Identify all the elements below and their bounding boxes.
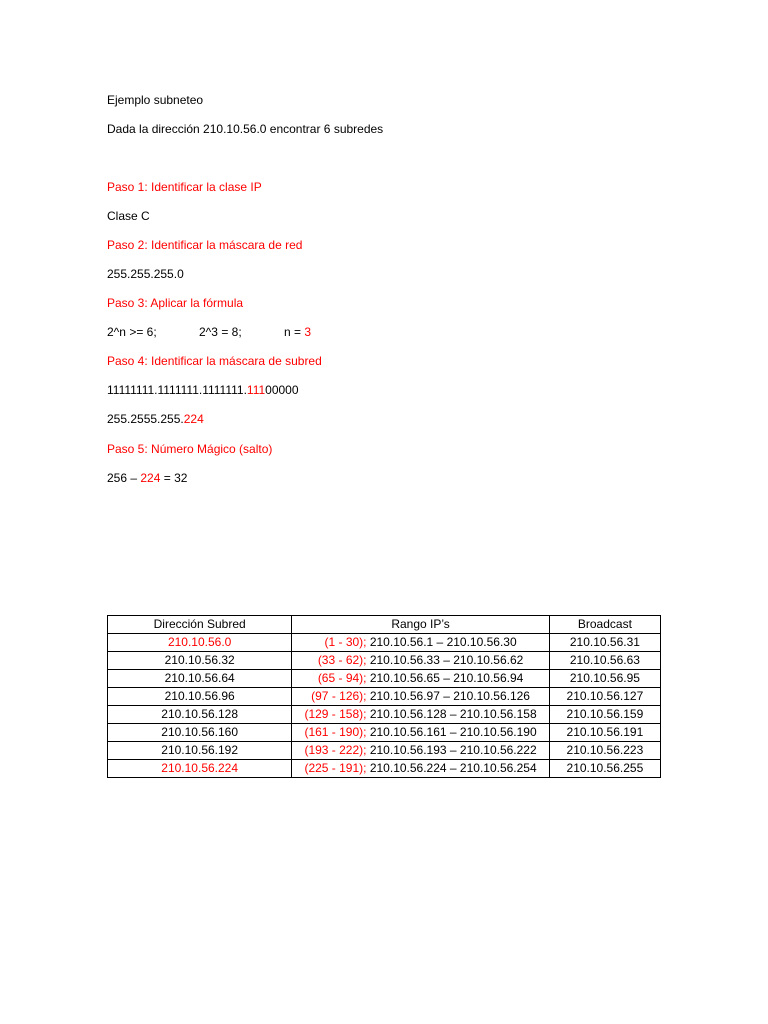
cell-subnet: 210.10.56.0 — [108, 634, 292, 652]
step2-answer: 255.255.255.0 — [107, 267, 184, 281]
step4-decimal-mask — [107, 411, 204, 427]
cell-range — [292, 670, 549, 688]
cell-range — [292, 652, 549, 670]
step1-heading: Paso 1: Identificar la clase IP — [107, 180, 262, 194]
step3-formula-part2: 2^3 = 8; — [199, 325, 242, 339]
range-value: 210.10.56.193 – 210.10.56.222 — [366, 743, 537, 757]
range-value: 210.10.56.161 – 210.10.56.190 — [366, 725, 537, 739]
cell-broadcast: 210.10.56.223 — [549, 742, 660, 760]
range-label: (225 - 191); — [304, 761, 367, 775]
step4-heading: Paso 4: Identificar la máscara de subred — [107, 354, 322, 368]
calc-highlight: 224 — [140, 471, 161, 485]
cell-range — [292, 706, 549, 724]
cell-subnet: 210.10.56.96 — [108, 688, 292, 706]
step5-calculation — [107, 470, 187, 486]
table-row — [108, 760, 661, 778]
cell-range — [292, 724, 549, 742]
range-label: (129 - 158); — [304, 707, 367, 721]
cell-subnet: 210.10.56.64 — [108, 670, 292, 688]
binary-highlight: 111 — [246, 383, 266, 397]
cell-broadcast: 210.10.56.127 — [549, 688, 660, 706]
cell-broadcast: 210.10.56.95 — [549, 670, 660, 688]
cell-broadcast: 210.10.56.31 — [549, 634, 660, 652]
step3-formula-part3 — [284, 324, 311, 340]
cell-broadcast: 210.10.56.191 — [549, 724, 660, 742]
range-label: (161 - 190); — [304, 725, 367, 739]
range-label: (65 - 94); — [317, 671, 367, 685]
cell-subnet: 210.10.56.224 — [108, 760, 292, 778]
header-subnet: Dirección Subred — [108, 616, 292, 634]
header-broadcast: Broadcast — [549, 616, 660, 634]
table-row — [108, 688, 661, 706]
cell-range — [292, 634, 549, 652]
step4-binary-mask — [107, 382, 299, 398]
cell-subnet: 210.10.56.160 — [108, 724, 292, 742]
cell-range — [292, 760, 549, 778]
range-value: 210.10.56.1 – 210.10.56.30 — [366, 635, 517, 649]
table-row — [108, 742, 661, 760]
range-value: 210.10.56.97 – 210.10.56.126 — [366, 689, 530, 703]
decimal-prefix: 255.2555.255. — [107, 412, 184, 426]
document-title: Ejemplo subneteo — [107, 93, 204, 107]
cell-subnet: 210.10.56.32 — [108, 652, 292, 670]
cell-range — [292, 742, 549, 760]
range-value: 210.10.56.33 – 210.10.56.62 — [366, 653, 524, 667]
range-label: (193 - 222); — [304, 743, 367, 757]
decimal-highlight: 224 — [183, 412, 204, 426]
range-value: 210.10.56.224 – 210.10.56.254 — [366, 761, 537, 775]
range-label: (1 - 30); — [324, 635, 367, 649]
subnet-table — [107, 615, 661, 778]
range-value: 210.10.56.128 – 210.10.56.158 — [366, 707, 537, 721]
range-label: (97 - 126); — [311, 689, 367, 703]
header-range: Rango IP’s — [292, 616, 549, 634]
range-value: 210.10.56.65 – 210.10.56.94 — [366, 671, 524, 685]
step5-heading: Paso 5: Número Mágico (salto) — [107, 442, 273, 456]
table-row — [108, 634, 661, 652]
range-label: (33 - 62); — [317, 653, 367, 667]
cell-subnet: 210.10.56.192 — [108, 742, 292, 760]
step3-heading: Paso 3: Aplicar la fórmula — [107, 296, 244, 310]
table-row — [108, 652, 661, 670]
step3-formula-part1: 2^n >= 6; — [107, 325, 157, 339]
step3-n-label: n = — [284, 325, 305, 339]
step2-heading: Paso 2: Identificar la máscara de red — [107, 238, 303, 252]
calc-suffix: = 32 — [160, 471, 188, 485]
cell-broadcast: 210.10.56.63 — [549, 652, 660, 670]
cell-broadcast: 210.10.56.255 — [549, 760, 660, 778]
calc-prefix: 256 – — [107, 471, 141, 485]
cell-range — [292, 688, 549, 706]
table-row — [108, 724, 661, 742]
binary-prefix: 11111111.1111111.1111111. — [107, 383, 247, 397]
problem-statement: Dada la dirección 210.10.56.0 encontrar 6 subredes — [107, 122, 384, 136]
table-row — [108, 670, 661, 688]
step3-n-value: 3 — [304, 325, 312, 339]
cell-broadcast: 210.10.56.159 — [549, 706, 660, 724]
cell-subnet: 210.10.56.128 — [108, 706, 292, 724]
step1-answer: Clase C — [107, 209, 150, 223]
table-header-row — [108, 616, 661, 634]
binary-suffix: 00000 — [265, 383, 299, 397]
table-row — [108, 706, 661, 724]
